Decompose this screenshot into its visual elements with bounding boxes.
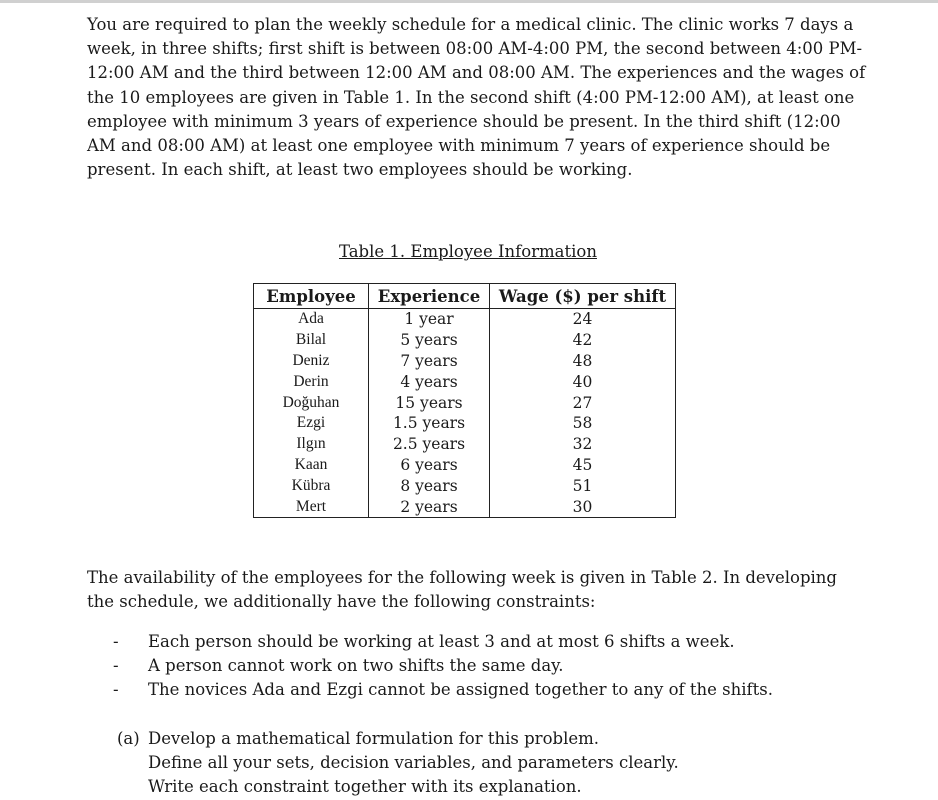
- list-dash: -: [113, 656, 119, 676]
- employee-experience: 6 years: [369, 455, 490, 476]
- employee-name: Mert: [254, 496, 369, 517]
- employee-wage: 42: [490, 330, 676, 351]
- employee-wage: 40: [490, 371, 676, 392]
- table-header-row: [254, 284, 676, 309]
- employee-wage: 58: [490, 413, 676, 434]
- list-item: [113, 678, 833, 702]
- list-dash: -: [113, 680, 119, 700]
- constraints-list: [113, 630, 833, 703]
- table-row: [254, 434, 676, 455]
- intro-paragraph: You are required to plan the weekly schedule for a medical clinic. The clinic works 7 days a week, in three shifts; first shift is between 08:00 AM-4:00 PM, the second between 4:00 PM-12:00 AM and the third between 12:00 AM and 08:00 AM. The experiences and the wages of the 10 employees are given in Table 1. In the second shift (4:00 PM-12:00 AM), at least one employee with minimum 3 years of experience should be present. In the third shift (12:00 AM and 08:00 AM) at least one employee with minimum 7 years of experience should be present. In each shift, at least two employees should be working.: [87, 15, 866, 180]
- employee-wage: 24: [490, 309, 676, 330]
- part-a-line: Write each constraint together with its explanation.: [148, 777, 582, 797]
- table-caption: Table 1. Employee Information: [339, 242, 597, 261]
- employee-name: Doğuhan: [254, 392, 369, 413]
- constraint-text: A person cannot work on two shifts the same day.: [148, 656, 564, 676]
- part-a-body: [148, 727, 837, 800]
- employee-name: Bilal: [254, 330, 369, 351]
- employee-experience: 4 years: [369, 371, 490, 392]
- constraint-text: Each person should be working at least 3 and at most 6 shifts a week.: [148, 632, 735, 651]
- employee-wage: 32: [490, 434, 676, 455]
- availability-paragraph: The availability of the employees for the following week is given in Table 2. In developing the schedule, we additionally have the following constraints:: [87, 568, 837, 612]
- employee-wage: 51: [490, 475, 676, 496]
- employee-experience: 1 year: [369, 309, 490, 330]
- employee-experience: 7 years: [369, 351, 490, 372]
- part-a-line: Define all your sets, decision variables, and parameters clearly.: [148, 753, 679, 773]
- employee-name: Ilgın: [254, 434, 369, 455]
- part-a-label: (a): [117, 729, 140, 748]
- employee-wage: 48: [490, 351, 676, 372]
- table-row: [254, 351, 676, 372]
- employee-name: Deniz: [254, 351, 369, 372]
- employee-name: Kübra: [254, 475, 369, 496]
- header-wage: Wage ($) per shift: [490, 284, 676, 309]
- employee-experience: 5 years: [369, 330, 490, 351]
- employee-experience: 2 years: [369, 496, 490, 517]
- question-part-a: [117, 727, 837, 800]
- employee-name: Derin: [254, 371, 369, 392]
- table-row: [254, 413, 676, 434]
- employee-name: Ezgi: [254, 413, 369, 434]
- employee-table: [253, 283, 676, 518]
- table-row: [254, 392, 676, 413]
- employee-name: Kaan: [254, 455, 369, 476]
- employee-experience: 8 years: [369, 475, 490, 496]
- part-a-line: Develop a mathematical formulation for this problem.: [148, 729, 600, 748]
- list-item: [113, 654, 833, 678]
- table-row: [254, 475, 676, 496]
- employee-wage: 45: [490, 455, 676, 476]
- constraint-text: The novices Ada and Ezgi cannot be assigned together to any of the shifts.: [148, 680, 773, 700]
- table-row: [254, 496, 676, 517]
- table-row: [254, 309, 676, 330]
- header-employee: Employee: [254, 284, 369, 309]
- table-row: [254, 455, 676, 476]
- list-dash: -: [113, 632, 119, 651]
- table-row: [254, 330, 676, 351]
- top-rule: [0, 0, 938, 3]
- employee-experience: 15 years: [369, 392, 490, 413]
- employee-wage: 30: [490, 496, 676, 517]
- employee-experience: 2.5 years: [369, 434, 490, 455]
- employee-name: Ada: [254, 309, 369, 330]
- employee-experience: 1.5 years: [369, 413, 490, 434]
- header-experience: Experience: [369, 284, 490, 309]
- table-row: [254, 371, 676, 392]
- employee-wage: 27: [490, 392, 676, 413]
- list-item: [113, 630, 833, 654]
